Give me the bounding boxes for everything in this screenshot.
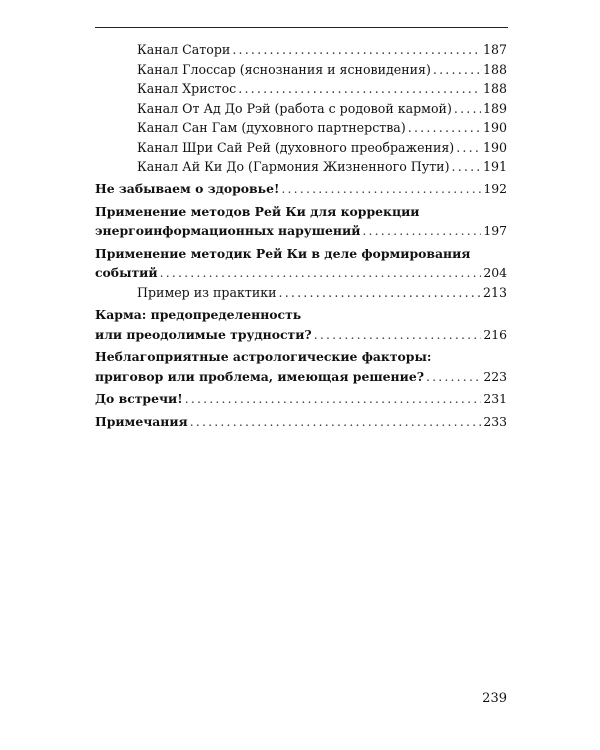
- toc-entry-page: 233: [483, 413, 507, 429]
- toc-entry-page: 204: [483, 265, 507, 280]
- leader-dots: [433, 60, 481, 80]
- toc-entry[interactable]: [95, 244, 507, 283]
- toc-entry-page: 188: [482, 81, 507, 96]
- toc-entry-title: Неблагоприятные астрологические факторы:: [95, 349, 432, 364]
- leader-dots: [238, 79, 481, 99]
- toc-entry-title: Карма: предопределенность: [95, 307, 302, 322]
- toc-entry[interactable]: [95, 157, 507, 177]
- toc-entry[interactable]: [95, 60, 507, 80]
- toc-entry-title: Примечания: [95, 413, 188, 429]
- toc-entry-page: 188: [482, 61, 507, 77]
- table-of-contents: [95, 40, 507, 431]
- leader-dots: [456, 138, 481, 158]
- toc-entry-page: 189: [482, 100, 507, 116]
- toc-entry[interactable]: [95, 389, 507, 409]
- toc-entry-title: Канал Сан Гам (духовного партнерства): [137, 120, 406, 135]
- toc-entry-title: Канал Христос: [137, 81, 237, 96]
- toc-entry-title-continued: приговор или проблема, имеющая решение?: [95, 368, 424, 384]
- toc-entry-page: 192: [483, 181, 507, 196]
- leader-dots: [408, 118, 481, 138]
- leader-dots: [426, 367, 481, 387]
- toc-entry-page: 190: [482, 120, 507, 135]
- toc-entry-page: 197: [483, 223, 507, 238]
- toc-entry-title: Канал Глоссар (яснознания и ясновидения): [137, 61, 431, 77]
- toc-entry-title: До встречи!: [95, 391, 183, 406]
- toc-entry[interactable]: [95, 138, 507, 158]
- toc-entry[interactable]: [95, 202, 507, 241]
- toc-entry-title-continued: или преодолимые трудности?: [95, 326, 312, 342]
- toc-entry-page: 213: [482, 284, 507, 300]
- header-rule: [95, 27, 508, 28]
- toc-entry[interactable]: [95, 99, 507, 119]
- toc-entry-title: Канал Шри Сай Рей (духовного преображения): [137, 139, 455, 155]
- toc-entry-page: 216: [483, 326, 507, 342]
- leader-dots: [451, 157, 480, 177]
- toc-entry[interactable]: [95, 283, 507, 303]
- toc-entry[interactable]: [95, 412, 507, 432]
- toc-entry[interactable]: [95, 179, 507, 199]
- toc-entry-title: Не забываем о здоровье!: [95, 181, 280, 196]
- toc-entry[interactable]: [95, 40, 507, 60]
- leader-dots: [281, 179, 481, 199]
- leader-dots: [278, 283, 480, 303]
- leader-dots: [314, 325, 482, 345]
- leader-dots: [454, 99, 481, 119]
- leader-dots: [160, 263, 482, 283]
- toc-entry-page: 190: [482, 139, 507, 155]
- leader-dots: [185, 389, 482, 409]
- toc-entry[interactable]: [95, 305, 507, 344]
- toc-entry-title: Канал Сатори: [137, 42, 231, 57]
- toc-entry[interactable]: [95, 79, 507, 99]
- toc-entry-title: Применение методик Рей Ки в деле формирования: [95, 245, 471, 261]
- toc-entry-title-continued: событий: [95, 265, 158, 280]
- toc-entry-title: Канал От Ад До Рэй (работа с родовой кармой): [137, 100, 452, 116]
- toc-entry[interactable]: [95, 347, 507, 386]
- toc-entry-title-continued: энергоинформационных нарушений: [95, 223, 361, 238]
- leader-dots: [362, 221, 481, 241]
- toc-entry-page: 187: [482, 42, 507, 57]
- toc-entry-title: Пример из практики: [137, 284, 277, 300]
- toc-entry-page: 223: [483, 368, 507, 384]
- toc-entry-title: Применение методов Рей Ки для коррекции: [95, 203, 420, 219]
- toc-entry[interactable]: [95, 118, 507, 138]
- toc-entry-page: 191: [482, 159, 507, 174]
- leader-dots: [190, 412, 482, 432]
- leader-dots: [232, 40, 481, 60]
- page-number: 239: [482, 691, 507, 706]
- toc-entry-title: Канал Ай Ки До (Гармония Жизненного Пути): [137, 159, 450, 174]
- toc-entry-page: 231: [483, 391, 507, 406]
